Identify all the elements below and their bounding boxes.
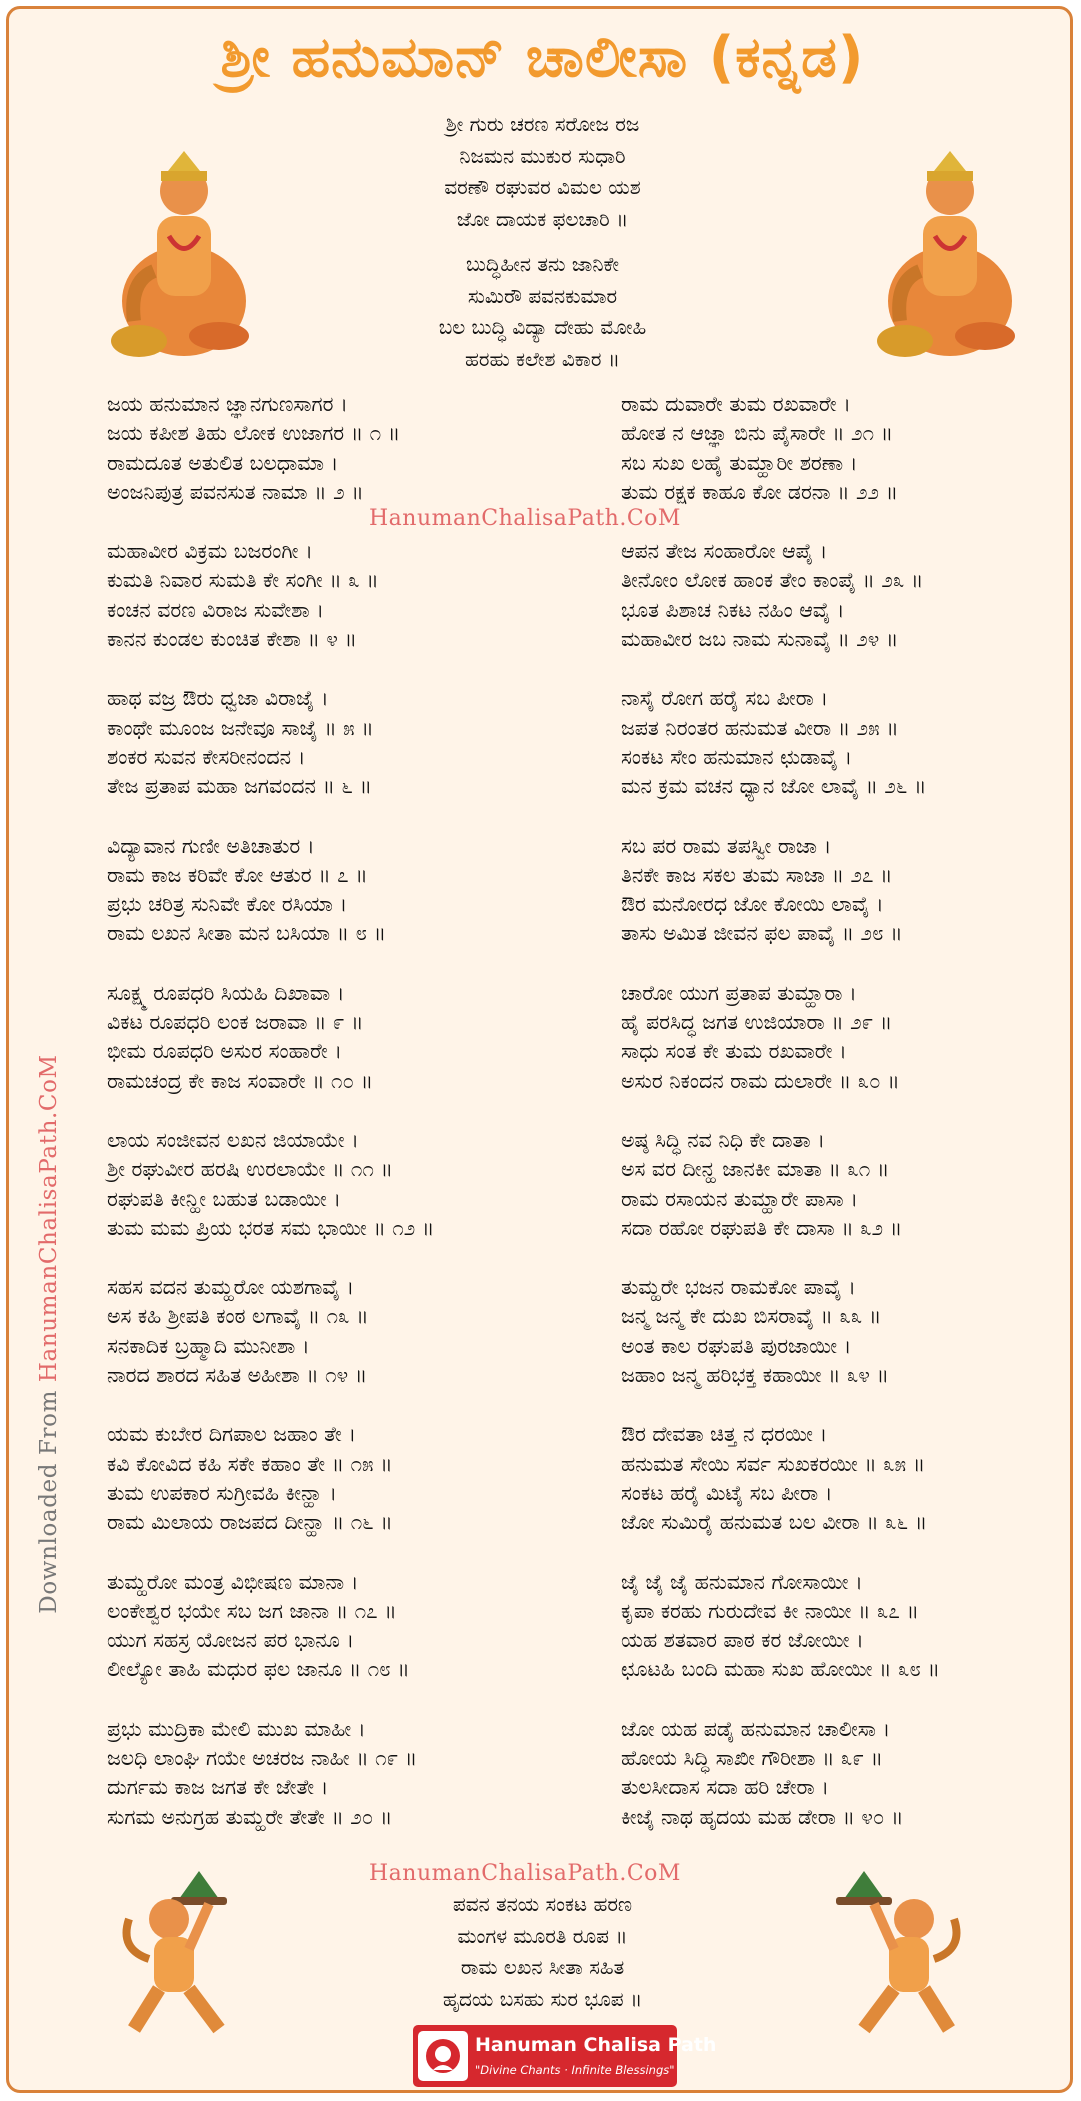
verse-line: ಜೋ ಯಹ ಪಡೈ ಹನುಮಾನ ಚಾಲೀಸಾ ।: [621, 1716, 891, 1741]
hanuman-flying-illustration: [814, 1859, 974, 2049]
verse-line: ತುಮ ಮಮ ಪ್ರಿಯ ಭರತ ಸಮ ಭಾಯೀ ॥ ೧೨ ॥: [107, 1215, 435, 1240]
verse-line: ಔರ ಮನೋರಧ ಜೋ ಕೋಯಿ ಲಾವೈ ।: [621, 892, 884, 917]
page-frame: [6, 6, 1073, 2093]
verse-line: ಮಹಾವೀರ ಜಬ ನಾಮ ಸುನಾವೈ ॥ ೨೪ ॥: [621, 627, 899, 652]
verse-stanza: [621, 684, 940, 801]
verse-line: ಯಹ ಶತವಾರ ಪಾಠ ಕರ ಜೋಯೀ ।: [621, 1628, 864, 1653]
verse-line: ಚಾರೋ ಯುಗ ಪ್ರತಾಪ ತುಮ್ಹಾರಾ ।: [621, 980, 857, 1005]
verse-line: ಸೂಕ್ಷ್ಮ ರೂಪಧರಿ ಸಿಯಹಿ ದಿಖಾವಾ ।: [107, 980, 345, 1005]
side-download-text: [36, 1054, 62, 1613]
verse-line: ಕುಮತಿ ನಿವಾರ ಸುಮತಿ ಕೇ ಸಂಗೀ ॥ ೩ ॥: [107, 568, 379, 593]
doha-line: ಹೃದಯ ಬಸಹು ಸುರ ಭೂಪ ॥: [442, 1986, 643, 2011]
verse-line: ತುಲಸೀದಾಸ ಸದಾ ಹರಿ ಚೇರಾ ।: [621, 1775, 829, 1800]
verse-line: ರಾಮ ಕಾಜ ಕರಿವೇ ಕೋ ಆತುರ ॥ ೭ ॥: [107, 862, 368, 887]
verse-line: ಯುಗ ಸಹಸ್ರ ಯೋಜನ ಪರ ಭಾನೂ ।: [107, 1628, 355, 1653]
doha-line: ಹರಹು ಕಲೇಶ ವಿಕಾರ ॥: [465, 346, 620, 371]
verse-stanza: [621, 979, 940, 1096]
verse-stanza: [107, 979, 434, 1096]
doha-line: ಮಂಗಳ ಮೂರತಿ ರೂಪ ॥: [457, 1923, 628, 1948]
verse-line: ಭೀಮ ರೂಪಧರಿ ಅಸುರ ಸಂಹಾರೇ ।: [107, 1039, 342, 1064]
verse-line: ನಾಸೈ ರೋಗ ಹರೈ ಸಬ ಪೀರಾ ।: [621, 686, 829, 711]
verse-line: ನಾರದ ಶಾರದ ಸಹಿತ ಅಹೀಶಾ ॥ ೧೪ ॥: [107, 1363, 368, 1388]
verses-left-column: [107, 390, 434, 1862]
verse-line: ಕಾಂಥೇ ಮೂಂಜ ಜನೇವೂ ಸಾಜೈ ॥ ೫ ॥: [107, 715, 374, 740]
hanuman-flying-illustration: [109, 1859, 269, 2049]
verse-line: ಸಬ ಸುಖ ಲಹೈ ತುಮ್ಹಾರೀ ಶರಣಾ ।: [621, 450, 858, 475]
verse-line: ಅಸ ವರ ದೀನ್ಹ ಜಾನಕೀ ಮಾತಾ ॥ ೩೧ ॥: [621, 1157, 890, 1182]
doha-line: ಬುದ್ಧಿಹೀನ ತನು ಜಾನಿಕೇ: [465, 252, 620, 276]
verse-line: ಪ್ರಭು ಮುದ್ರಿಕಾ ಮೇಲಿ ಮುಖ ಮಾಹೀ ।: [107, 1716, 366, 1741]
verse-line: ರಾಮ ಲಖನ ಸೀತಾ ಮನ ಬಸಿಯಾ ॥ ೮ ॥: [107, 921, 387, 946]
verse-line: ಸುಗಮ ಅನುಗ್ರಹ ತುಮ್ಹರೇ ತೇತೇ ॥ ೨೦ ॥: [107, 1804, 393, 1829]
hanuman-logo-icon: [418, 2031, 468, 2081]
verse-line: ಮನ ಕ್ರಮ ವಚನ ಧ್ಯಾನ ಜೋ ಲಾವೈ ॥ ೨೬ ॥: [621, 774, 927, 799]
verse-line: ಕಂಚನ ವರಣ ವಿರಾಜ ಸುವೇಶಾ ।: [107, 597, 324, 622]
watermark-text: HanumanChalisaPath.CoM: [369, 1861, 681, 1886]
verse-line: ಛೂಟಹಿ ಬಂದಿ ಮಹಾ ಸುಖ ಹೋಯೀ ॥ ೩೮ ॥: [621, 1657, 940, 1682]
verse-stanza: [107, 1126, 434, 1243]
verse-stanza: [621, 537, 940, 654]
verse-line: ಲಾಯ ಸಂಜೀವನ ಲಖನ ಜಿಯಾಯೇ ।: [107, 1127, 359, 1152]
verse-stanza: [107, 390, 434, 507]
doha-line: ಶ್ರೀ ಗುರು ಚರಣ ಸರೋಜ ರಜ: [445, 112, 640, 136]
verse-line: ದುರ್ಗಮ ಕಾಜ ಜಗತ ಕೇ ಜೇತೇ ।: [107, 1775, 329, 1800]
opening-doha-1: [309, 109, 776, 235]
verse-line: ಸದಾ ರಹೋ ರಘುಪತಿ ಕೇ ದಾಸಾ ॥ ೩೨ ॥: [621, 1215, 903, 1240]
verse-line: ಜಲಧಿ ಲಾಂಘಿ ಗಯೇ ಅಚರಜ ನಾಹೀ ॥ ೧೯ ॥: [107, 1745, 418, 1770]
verse-stanza: [621, 1126, 940, 1243]
verse-line: ಕೀಜೈ ನಾಥ ಹೃದಯ ಮಹ ಡೇರಾ ॥ ೪೦ ॥: [621, 1804, 904, 1829]
verse-line: ಸನಕಾದಿಕ ಬ್ರಹ್ಮಾದಿ ಮುನೀಶಾ ।: [107, 1333, 310, 1358]
hanuman-seated-illustration: [875, 141, 1025, 366]
verse-line: ಸಾಧು ಸಂತ ಕೇ ತುಮ ರಖವಾರೇ ।: [621, 1039, 847, 1064]
verse-line: ತುಮ ಉಪಕಾರ ಸುಗ್ರೀವಹಿ ಕೀನ್ಹಾ ।: [107, 1480, 337, 1505]
verse-stanza: [107, 1273, 434, 1390]
verse-line: ಶಂಕರ ಸುವನ ಕೇಸರೀನಂದನ ।: [107, 744, 306, 769]
verse-line: ಜಯ ಕಪೀಶ ತಿಹು ಲೋಕ ಉಜಾಗರ ॥ ೧ ॥: [107, 421, 401, 446]
verse-line: ಪ್ರಭು ಚರಿತ್ರ ಸುನಿವೇ ಕೋ ರಸಿಯಾ ।: [107, 892, 348, 917]
verse-stanza: [107, 1420, 434, 1537]
doha-line: ರಾಮ ಲಖನ ಸೀತಾ ಸಹಿತ: [460, 1955, 625, 1979]
verse-line: ಜಯ ಹನುಮಾನ ಜ್ಞಾನಗುಣಸಾಗರ ।: [107, 392, 348, 416]
verse-line: ರಾಮ ದುವಾರೇ ತುಮ ರಖವಾರೇ ।: [621, 392, 851, 416]
verse-line: ಔರ ದೇವತಾ ಚಿತ್ತ ನ ಧರಯೀ ।: [621, 1422, 828, 1447]
verse-stanza: [107, 1715, 434, 1832]
verse-line: ಅಂಜನಿಪುತ್ರ ಪವನಸುತ ನಾಮಾ ॥ ೨ ॥: [107, 479, 364, 504]
opening-doha-2: [309, 249, 776, 375]
side-text-prefix: Downloaded From: [36, 1382, 62, 1614]
verse-line: ರಾಮದೂತ ಅತುಲಿತ ಬಲಧಾಮಾ ।: [107, 450, 339, 475]
verse-line: ಅಸುರ ನಿಕಂದನ ರಾಮ ದುಲಾರೇ ॥ ೩೦ ॥: [621, 1068, 900, 1093]
verse-line: ತುಮ್ಹರೇ ಭಜನ ರಾಮಕೋ ಪಾವೈ ।: [621, 1275, 856, 1300]
verse-line: ತಾಸು ಅಮಿತ ಜೀವನ ಫಲ ಪಾವೈ ॥ ೨೮ ॥: [621, 921, 903, 946]
verse-line: ಹೈ ಪರಸಿದ್ಧ ಜಗತ ಉಜಿಯಾರಾ ॥ ೨೯ ॥: [621, 1010, 893, 1035]
logo-name: Hanuman Chalisa Path: [475, 2034, 717, 2056]
verse-line: ಸಂಕಟ ಹರೈ ಮಿಟೈ ಸಬ ಪೀರಾ ।: [621, 1480, 833, 1505]
doha-line: ಪವನ ತನಯ ಸಂಕಟ ಹರಣ: [452, 1892, 633, 1916]
verse-line: ಯಮ ಕುಬೇರ ದಿಗಪಾಲ ಜಹಾಂ ತೇ ।: [107, 1422, 357, 1447]
doha-line: ನಿಜಮನ ಮುಕುರ ಸುಧಾರಿ: [459, 143, 626, 168]
doha-line: ಸುಮಿರೌ ಪವನಕುಮಾರ: [467, 283, 618, 308]
verse-stanza: [107, 684, 434, 801]
verse-stanza: [107, 1568, 434, 1685]
verse-line: ಭೂತ ಪಿಶಾಚ ನಿಕಟ ನಹಿಂ ಆವೈ ।: [621, 597, 845, 622]
watermark-text: HanumanChalisaPath.CoM: [369, 506, 681, 531]
verse-line: ತಿನಕೇ ಕಾಜ ಸಕಲ ತುಮ ಸಾಜಾ ॥ ೨೭ ॥: [621, 862, 893, 887]
verse-line: ಜೈ ಜೈ ಜೈ ಹನುಮಾನ ಗೋಸಾಯೀ ।: [621, 1569, 863, 1594]
verse-stanza: [621, 832, 940, 949]
side-text-site: HanumanChalisaPath.CoM: [36, 1054, 62, 1383]
hanuman-seated-illustration: [109, 141, 259, 366]
verse-line: ಸಂಕಟ ಸೇಂ ಹನುಮಾನ ಛುಡಾವೈ ।: [621, 744, 853, 769]
verse-line: ಹನುಮತ ಸೇಯಿ ಸರ್ವ ಸುಖಕರಯೀ ॥ ೩೫ ॥: [621, 1451, 926, 1476]
verse-line: ಅಂತ ಕಾಲ ರಘುಪತಿ ಪುರಜಾಯೀ ।: [621, 1333, 852, 1358]
verse-line: ಆಪನ ತೇಜ ಸಂಹಾರೋ ಆಪೈ ।: [621, 539, 828, 564]
doha-line: ಜೋ ದಾಯಕ ಫಲಚಾರಿ ॥: [456, 206, 629, 231]
verse-line: ಜಪತ ನಿರಂತರ ಹನುಮತ ವೀರಾ ॥ ೨೫ ॥: [621, 715, 899, 740]
verse-line: ಹೋತ ನ ಆಜ್ಞಾ ಬಿನು ಪೈಸಾರೇ ॥ ೨೧ ॥: [621, 421, 894, 446]
verse-line: ರಾಮ ರಸಾಯನ ತುಮ್ಹಾರೇ ಪಾಸಾ ।: [621, 1186, 858, 1211]
verse-line: ಜಹಾಂ ಜನ್ಮ ಹರಿಭಕ್ತ ಕಹಾಯೀ ॥ ೩೪ ॥: [621, 1363, 889, 1388]
doha-line: ವರಣೌ ರಘುವರ ವಿಮಲ ಯಶ: [444, 175, 641, 199]
verse-line: ವಿಕಟ ರೂಪಧರಿ ಲಂಕ ಜರಾವಾ ॥ ೯ ॥: [107, 1010, 364, 1035]
verse-line: ಸಬ ಪರ ರಾಮ ತಪಸ್ವೀ ರಾಜಾ ।: [621, 833, 832, 858]
verse-line: ವಿದ್ಯಾವಾನ ಗುಣೀ ಅತಿಚಾತುರ ।: [107, 833, 315, 858]
verse-line: ಶ್ರೀ ರಘುವೀರ ಹರಷಿ ಉರಲಾಯೇ ॥ ೧೧ ॥: [107, 1157, 393, 1182]
verse-line: ಮಹಾವೀರ ವಿಕ್ರಮ ಬಜರಂಗೀ ।: [107, 539, 313, 564]
verse-line: ಹೋಯ ಸಿದ್ಧಿ ಸಾಖೀ ಗೌರೀಶಾ ॥ ೩೯ ॥: [621, 1745, 883, 1770]
verse-stanza: [107, 537, 434, 654]
verse-line: ತುಮ ರಕ್ಷಕ ಕಾಹೂ ಕೋ ಡರನಾ ॥ ೨೨ ॥: [621, 479, 898, 504]
verse-line: ರಾಮ ಮಿಲಾಯ ರಾಜಪದ ದೀನ್ಹಾ ॥ ೧೬ ॥: [107, 1510, 393, 1535]
verse-line: ಅಸ ಕಹಿ ಶ್ರೀಪತಿ ಕಂಠ ಲಗಾವೈ ॥ ೧೩ ॥: [107, 1304, 369, 1329]
verse-line: ಕೃಪಾ ಕರಹು ಗುರುದೇವ ಕೀ ನಾಯೀ ॥ ೩೭ ॥: [621, 1598, 919, 1623]
verse-line: ತೀನೋಂ ಲೋಕ ಹಾಂಕ ತೇಂ ಕಾಂಪೈ ॥ ೨೩ ॥: [621, 568, 924, 593]
verse-line: ಕವಿ ಕೋವಿದ ಕಹಿ ಸಕೇ ಕಹಾಂ ತೇ ॥ ೧೫ ॥: [107, 1451, 393, 1476]
verse-stanza: [621, 1420, 940, 1537]
verse-line: ತೇಜ ಪ್ರತಾಪ ಮಹಾ ಜಗವಂದನ ॥ ೬ ॥: [107, 774, 372, 799]
verse-stanza: [621, 390, 940, 507]
verse-stanza: [107, 832, 434, 949]
verses-right-column: [621, 390, 940, 1862]
verse-stanza: [621, 1715, 940, 1832]
verse-line: ರಾಮಚಂದ್ರ ಕೇ ಕಾಜ ಸಂವಾರೇ ॥ ೧೦ ॥: [107, 1068, 373, 1093]
verse-line: ಜೋ ಸುಮಿರೈ ಹನುಮತ ಬಲ ವೀರಾ ॥ ೩೬ ॥: [621, 1510, 928, 1535]
page-title: ಶ್ರೀ ಹನುಮಾನ್ ಚಾಲೀಸಾ (ಕನ್ನಡ): [220, 25, 865, 90]
verse-line: ಸಹಸ ವದನ ತುಮ್ಹರೋ ಯಶಗಾವೈ ।: [107, 1275, 355, 1300]
verse-line: ಲೀಲ್ಯೋ ತಾಹಿ ಮಧುರ ಫಲ ಜಾನೂ ॥ ೧೮ ॥: [107, 1657, 410, 1682]
verse-line: ಲಂಕೇಶ್ವರ ಭಯೇ ಸಬ ಜಗ ಜಾನಾ ॥ ೧೭ ॥: [107, 1598, 397, 1623]
verse-line: ಹಾಥ ವಜ್ರ ಔರು ಧ್ವಜಾ ವಿರಾಜೈ ।: [107, 686, 329, 711]
doha-line: ಬಲ ಬುದ್ಧಿ ವಿದ್ಯಾ ದೇಹು ಮೋಹಿ: [438, 315, 647, 339]
verse-stanza: [621, 1273, 940, 1390]
verse-line: ರಘುಪತಿ ಕೀನ್ಹೀ ಬಹುತ ಬಡಾಯೀ ।: [107, 1186, 341, 1211]
logo-tagline: "Divine Chants · Infinite Blessings": [475, 2063, 675, 2077]
verse-line: ಅಷ್ಠ ಸಿದ್ಧಿ ನವ ನಿಧಿ ಕೇ ದಾತಾ ।: [621, 1127, 825, 1152]
verse-line: ಜನ್ಮ ಜನ್ಮ ಕೇ ದುಖ ಬಿಸರಾವೈ ॥ ೩೩ ॥: [621, 1304, 882, 1329]
verse-stanza: [621, 1568, 940, 1685]
closing-doha: [309, 1889, 776, 2015]
verse-line: ಕಾನನ ಕುಂಡಲ ಕುಂಚಿತ ಕೇಶಾ ॥ ೪ ॥: [107, 627, 357, 652]
verse-line: ತುಮ್ಹರೋ ಮಂತ್ರ ವಿಭೀಷಣ ಮಾನಾ ।: [107, 1569, 359, 1594]
site-logo-badge[interactable]: [413, 2025, 717, 2087]
